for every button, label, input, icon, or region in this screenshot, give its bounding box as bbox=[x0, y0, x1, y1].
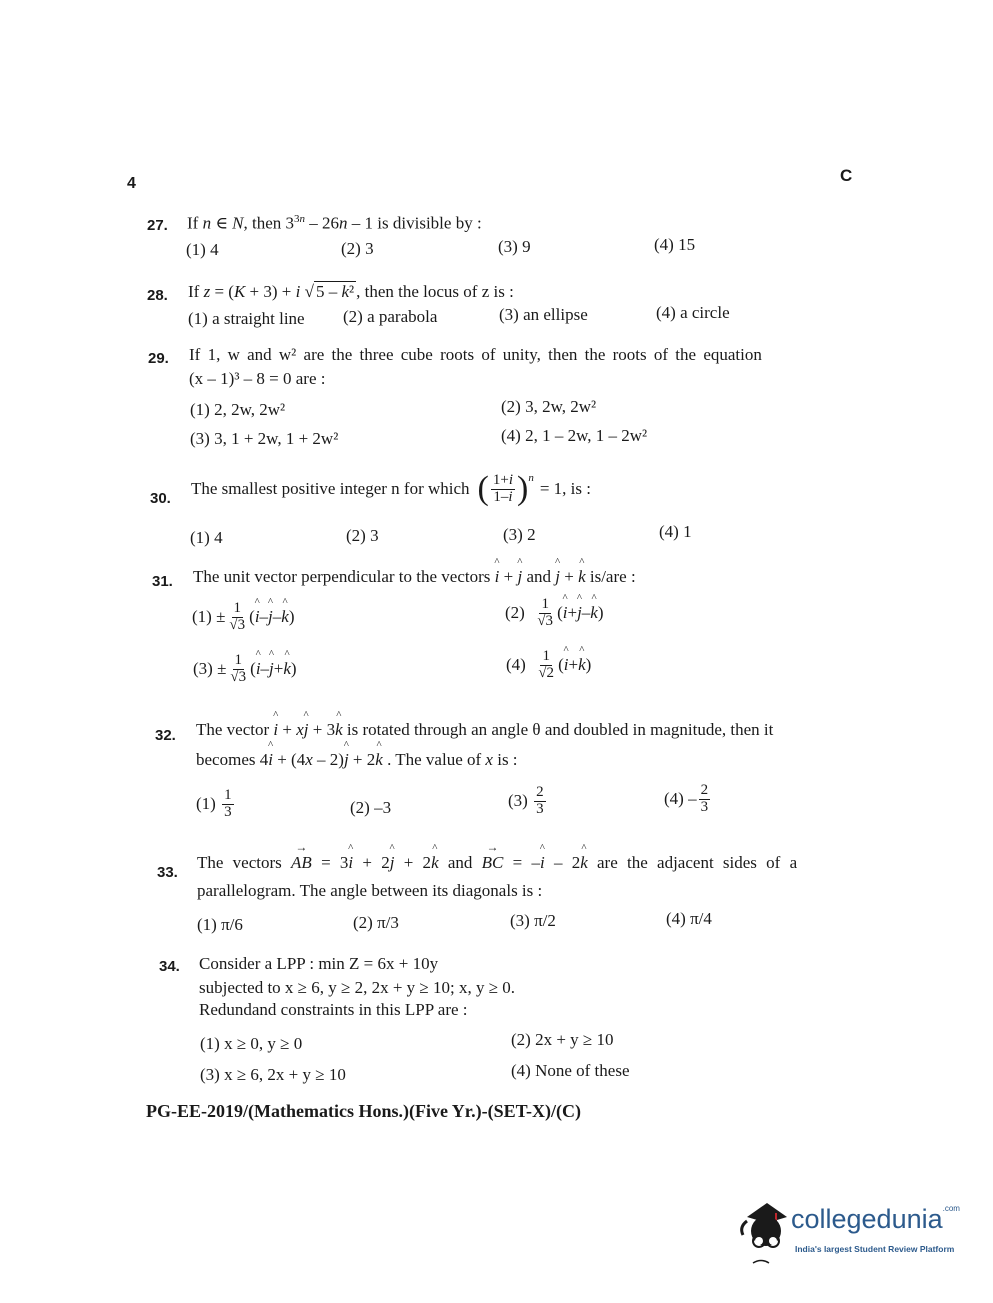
option: (2) π/3 bbox=[353, 913, 399, 932]
option: (1) $\frac{1}{3}$ bbox=[196, 787, 232, 820]
question-text: Consider a LPP : min Z = 6x + 10y bbox=[199, 954, 439, 973]
question-text-line3: Redundand constraints in this LPP are : bbox=[199, 1000, 468, 1019]
logo-tagline: India's largest Student Review Platform bbox=[795, 1244, 955, 1254]
question-text-line2: parallelogram. The angle between its diagonals is : bbox=[197, 881, 543, 900]
option: (1) a straight line bbox=[188, 309, 305, 328]
option: (4) π/4 bbox=[666, 909, 712, 928]
question-text-suffix: , then the locus of z is : bbox=[356, 282, 514, 301]
fraction: $\frac{1+i}{1-i}$ bbox=[492, 471, 514, 505]
option: (1) 4 bbox=[190, 528, 223, 547]
question-text: The vector ^ i + x^ j + 3^ k is rotated through an angle θ and doubled in magnitude, then it bbox=[196, 720, 773, 740]
logo-wordmark: collegedunia$^{.com}$ bbox=[791, 1204, 960, 1234]
question-number: 29. bbox=[148, 350, 169, 367]
option: (2) –3 bbox=[350, 798, 392, 817]
question-text-line2: becomes 4^ i + (4x – 2)^ j + 2^ k . The value of x is : bbox=[196, 750, 518, 770]
paper-footer: PG-EE-2019/(Mathematics Hons.)(Five Yr.)-(SET-X)/(C) bbox=[146, 1101, 581, 1121]
option: (2) a parabola bbox=[343, 307, 438, 326]
option: (2) 2x + y ≥ 10 bbox=[511, 1030, 614, 1049]
option: (4) a circle bbox=[656, 303, 730, 322]
question-number: 33. bbox=[157, 864, 178, 881]
option: (3) 9 bbox=[498, 237, 531, 256]
option: (2) 3, 2w, 2w² bbox=[501, 397, 597, 416]
question-number: 32. bbox=[155, 727, 176, 744]
set-letter: C bbox=[840, 166, 853, 185]
option: (3) 3, 1 + 2w, 1 + 2w² bbox=[190, 429, 339, 448]
page-number: 4 bbox=[127, 175, 136, 192]
option: (3) ± $\frac{1}{√3}$ ( ^ i – ^ j + ^ k ) bbox=[193, 653, 297, 686]
option: (3) $\frac{2}{3}$ bbox=[508, 784, 544, 817]
option: (4) None of these bbox=[511, 1061, 630, 1080]
question-text-line2: (x – 1)³ – 8 = 0 are : bbox=[189, 369, 326, 388]
question-number: 28. bbox=[147, 287, 168, 304]
option: (3) an ellipse bbox=[499, 305, 588, 324]
question-text-suffix: = 1, is : bbox=[539, 479, 591, 498]
option: (3) x ≥ 6, 2x + y ≥ 10 bbox=[200, 1065, 346, 1084]
question-text-line2: subjected to x ≥ 6, y ≥ 2, 2x + y ≥ 10; x, y ≥ 0. bbox=[199, 978, 516, 997]
option: (1) π/6 bbox=[197, 915, 243, 934]
question-text: If n ∈ N, then $3^{3n} - 26n - 1$ is divisible by : bbox=[187, 213, 482, 233]
question-text: If z = (K + 3) + i √ 5 – k² , then the locus of z is : bbox=[188, 282, 514, 301]
option: (2) $\frac{1}{√3}$ ( ^ i + ^ j – ^ k ) bbox=[505, 597, 604, 630]
option: (2) 3 bbox=[346, 526, 379, 545]
question-number: 27. bbox=[147, 217, 168, 234]
question-number: 31. bbox=[152, 573, 173, 590]
question-number: 30. bbox=[150, 490, 171, 507]
option: (1) 2, 2w, 2w² bbox=[190, 400, 286, 419]
option: (4) – $\frac{2}{3}$ bbox=[664, 782, 709, 815]
question-text: The vectors → AB = 3^ i + 2^ j + 2^ k and → BC = –^ i – 2^ k are the adjacent sides of a bbox=[197, 853, 797, 873]
option: (1) 4 bbox=[186, 240, 219, 259]
option: (1) x ≥ 0, y ≥ 0 bbox=[200, 1034, 303, 1053]
option: (3) 2 bbox=[503, 525, 536, 544]
option: (1) ± $\frac{1}{√3}$ ( ^ i – ^ j – ^ k ) bbox=[192, 601, 295, 634]
option: (4) 15 bbox=[654, 235, 696, 254]
option: (4) $\frac{1}{√2}$ ( ^ i + ^ k ) bbox=[506, 649, 591, 682]
question-number: 34. bbox=[159, 958, 180, 975]
question-text: The unit vector perpendicular to the vectors ^ i + ^ j and ^ j + ^ k is/are : bbox=[193, 567, 636, 587]
option: (2) 3 bbox=[341, 239, 374, 258]
question-text: If 1, w and w² are the three cube roots of unity, then the roots of the equation bbox=[189, 345, 762, 364]
option: (4) 2, 1 – 2w, 1 – 2w² bbox=[501, 426, 648, 445]
option: (4) 1 bbox=[659, 522, 692, 541]
question-text: The smallest positive integer n for which ( $\frac{1+i}{1-i}$ ) $^n$ = 1, is : bbox=[191, 470, 591, 507]
option: (3) π/2 bbox=[510, 911, 556, 930]
question-text-main: The smallest positive integer n for which bbox=[191, 479, 470, 498]
